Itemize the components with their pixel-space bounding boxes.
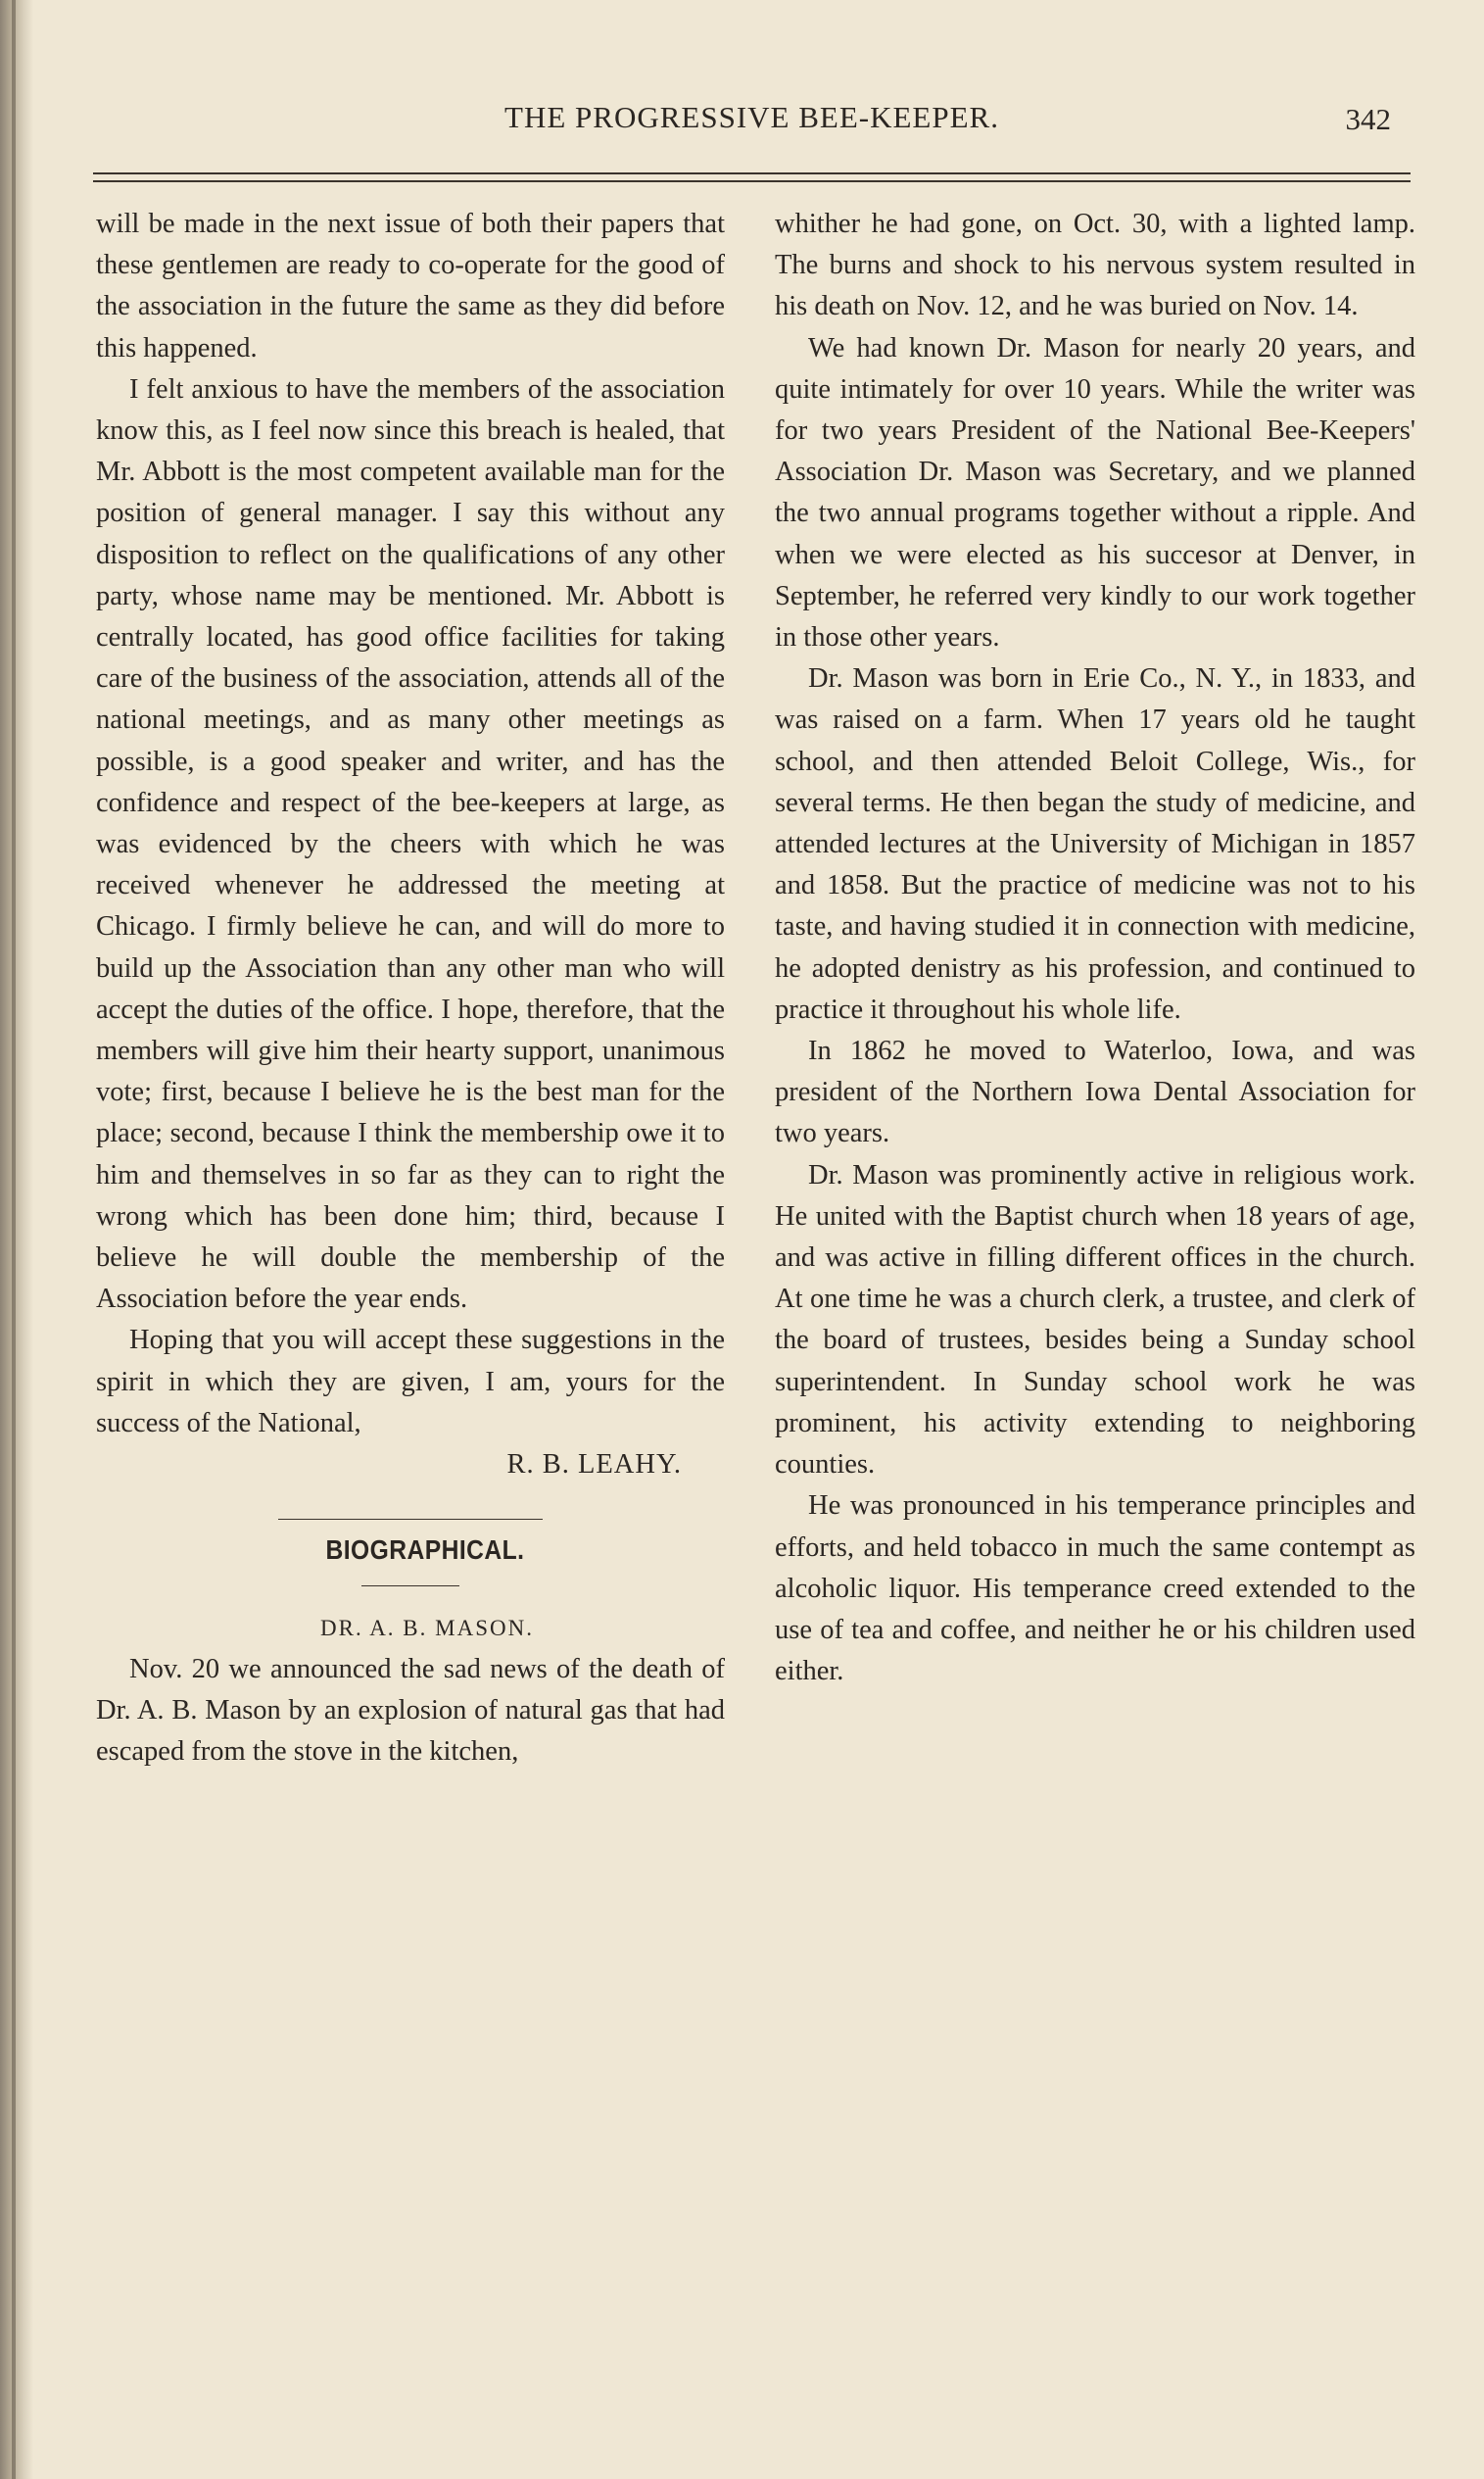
page-number: 342: [1345, 102, 1391, 136]
header-rule-top: [93, 172, 1411, 174]
right-column: [775, 204, 1415, 1692]
page-binding-shadow: [0, 0, 33, 2479]
section-divider: [278, 1519, 543, 1520]
paragraph: He was pronounced in his temperance principles and efforts, and held tobacco in much the same contempt as alcoholic liquor. His temperance creed extended to the use of tea and coffee, and neither he or his children used either.: [775, 1490, 1415, 1687]
paragraph: Nov. 20 we announced the sad news of the death of Dr. A. B. Mason by an explosion of natural gas that had escaped from the stove in the kitchen,: [96, 1653, 725, 1768]
section-heading: BIOGRAPHICAL.: [325, 1534, 525, 1566]
paragraph: Hoping that you will accept these suggestions in the spirit in which they are given, I am, yours for the success of the National,: [96, 1325, 725, 1438]
article-subheading: DR. A. B. MASON.: [320, 1615, 534, 1640]
paragraph: whither he had gone, on Oct. 30, with a lighted lamp. The burns and shock to his nervous system resulted in his death on Nov. 12, and he was buried on Nov. 14.: [775, 209, 1415, 322]
paragraph: We had known Dr. Mason for nearly 20 years, and quite intimately for over 10 years. While the writer was for two years President of the National Bee-Keepers' Association Dr. Mason was Secretary, and we planned the two annual programs together without a ripple. And when we were elected as his succesor at Denver, in September, he referred very kindly to our work together in those other years.: [775, 332, 1415, 654]
paragraph: Dr. Mason was prominently active in religious work. He united with the Baptist church when 18 years of age, and was active in filling different offices in the church. At one time he was a church clerk, a trustee, and clerk of the board of trustees, besides being a Sunday school superintendent. In Sunday school work he was prominent, his activity extending to neighboring counties.: [775, 1159, 1415, 1481]
heading-divider: [361, 1585, 459, 1586]
paragraph: Dr. Mason was born in Erie Co., N. Y., in 1833, and was raised on a farm. When 17 years old he taught school, and then attended Beloit College, Wis., for several terms. He then began the study of medicine, and attended lectures at the University of Michigan in 1857 and 1858. But the practice of medicine was not to his taste, and having studied it in connection with medicine, he adopted denistry as his profession, and continued to practice it throughout his whole life.: [775, 663, 1415, 1025]
header-rule-bottom: [93, 180, 1411, 182]
signature: R. B. LEAHY.: [506, 1449, 682, 1481]
left-column: [96, 204, 725, 1773]
page-header: [93, 94, 1411, 153]
paragraph: will be made in the next issue of both their papers that these gentlemen are ready to co-operate for the good of the association in the future the same as they did before this happened.: [96, 209, 725, 364]
binding-edge: [12, 0, 16, 2479]
paragraph: In 1862 he moved to Waterloo, Iowa, and was president of the Northern Iowa Dental Association for two years.: [775, 1036, 1415, 1149]
running-title: THE PROGRESSIVE BEE-KEEPER.: [504, 100, 999, 134]
paragraph: I felt anxious to have the members of the association know this, as I feel now since this breach is healed, that Mr. Abbott is the most competent available man for the position of general manager. I say this without any disposition to reflect on the qualifications of any other party, whose name may be mentioned. Mr. Abbott is centrally located, has good office facilities for taking care of the business of the association, attends all of the national meetings, and as many other meetings as possible, is a good speaker and writer, and has the confidence and respect of the bee-keepers at large, as was evidenced by the cheers with which he was received whenever he addressed the meeting at Chicago. I firmly believe he can, and will do more to build up the Association than any other man who will accept the duties of the office. I hope, therefore, that the members will give him their hearty support, unanimous vote; first, because I believe he is the best man for the place; second, because I think the membership owe it to him and themselves in so far as they can to right the wrong which has been done him; third, because I believe he will double the membership of the Association before the year ends.: [96, 373, 725, 1315]
